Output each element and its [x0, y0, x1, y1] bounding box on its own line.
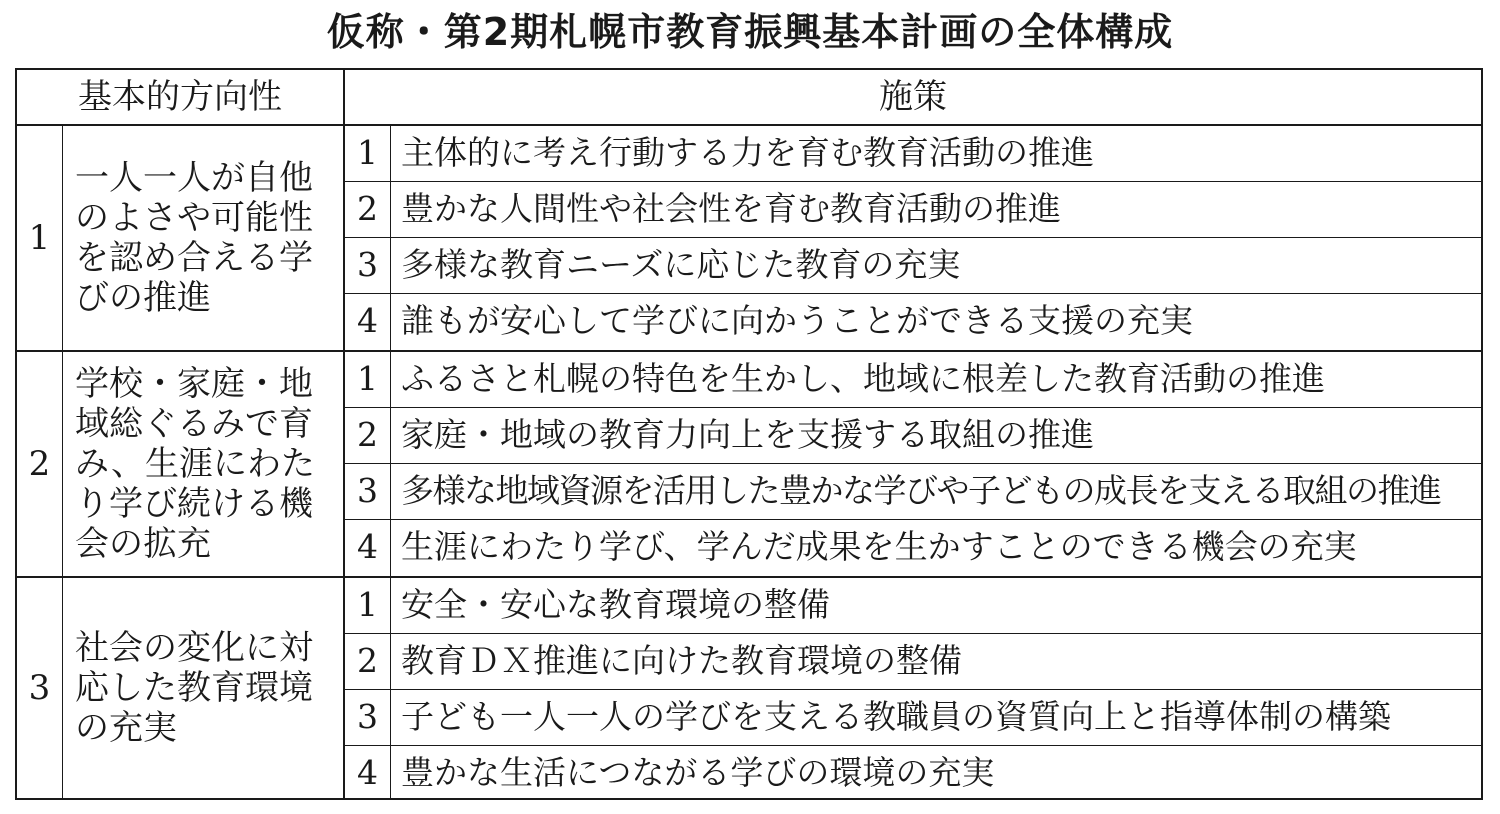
direction-group-2	[17, 352, 1481, 578]
measure-number: 1	[345, 352, 391, 407]
measure-row	[345, 634, 1481, 690]
measure-row	[345, 352, 1481, 408]
measure-text: 子ども一人一人の学びを支える教職員の資質向上と指導体制の構築	[401, 697, 1391, 736]
measure-number: 1	[345, 578, 391, 633]
measure-text: ふるさと札幌の特色を生かし、地域に根差した教育活動の推進	[401, 359, 1325, 398]
measure-row	[345, 520, 1481, 576]
measure-list	[345, 578, 1481, 798]
measure-row	[345, 746, 1481, 798]
measure-row	[345, 238, 1481, 294]
direction-number: 3	[17, 578, 63, 798]
measure-number: 2	[345, 634, 391, 689]
measure-text: 生涯にわたり学び、学んだ成果を生かすことのできる機会の充実	[401, 527, 1357, 566]
measure-row	[345, 578, 1481, 634]
measure-text: 豊かな人間性や社会性を育む教育活動の推進	[401, 189, 1061, 228]
measure-text: 豊かな生活につながる学びの環境の充実	[401, 753, 995, 792]
measure-text: 教育ＤＸ推進に向けた教育環境の整備	[401, 641, 962, 680]
measure-text: 多様な地域資源を活用した豊かな学びや子どもの成長を支える取組の推進	[401, 471, 1441, 510]
measure-number: 4	[345, 746, 391, 798]
measure-row	[345, 690, 1481, 746]
measure-text: 主体的に考え行動する力を育む教育活動の推進	[401, 133, 1094, 172]
measure-row	[345, 294, 1481, 350]
direction-text	[63, 578, 345, 798]
measure-number: 3	[345, 464, 391, 519]
direction-group-3	[17, 578, 1481, 798]
measure-number: 3	[345, 690, 391, 745]
measure-number: 1	[345, 126, 391, 181]
structure-table	[15, 68, 1483, 800]
table-header	[17, 70, 1481, 126]
page-title: 仮称・第2期札幌市教育振興基本計画の全体構成	[326, 10, 1174, 54]
measure-row	[345, 464, 1481, 520]
measure-text: 安全・安心な教育環境の整備	[401, 585, 830, 624]
header-measures: 施策	[879, 77, 947, 117]
measure-number: 4	[345, 294, 391, 350]
measure-row	[345, 408, 1481, 464]
direction-number: 1	[17, 126, 63, 350]
direction-label: 一人一人が自他のよさや可能性を認め合える学びの推進	[75, 158, 313, 318]
measure-list	[345, 352, 1481, 576]
measure-number: 4	[345, 520, 391, 576]
measure-number: 3	[345, 238, 391, 293]
header-direction: 基本的方向性	[17, 70, 345, 124]
direction-text	[63, 352, 345, 576]
direction-text	[63, 126, 345, 350]
measure-row	[345, 182, 1481, 238]
measure-text: 誰もが安心して学びに向かうことができる支援の充実	[401, 301, 1193, 340]
direction-label: 学校・家庭・地域総ぐるみで育み、生涯にわたり学び続ける機会の拡充	[75, 364, 316, 564]
measure-text: 多様な教育ニーズに応じた教育の充実	[401, 245, 961, 284]
measure-number: 2	[345, 182, 391, 237]
direction-group-1	[17, 126, 1481, 352]
direction-number: 2	[17, 352, 63, 576]
measure-number: 2	[345, 408, 391, 463]
measure-list	[345, 126, 1481, 350]
measure-text: 家庭・地域の教育力向上を支援する取組の推進	[401, 415, 1094, 454]
direction-label: 社会の変化に対応した教育環境の充実	[75, 628, 313, 748]
measure-row	[345, 126, 1481, 182]
